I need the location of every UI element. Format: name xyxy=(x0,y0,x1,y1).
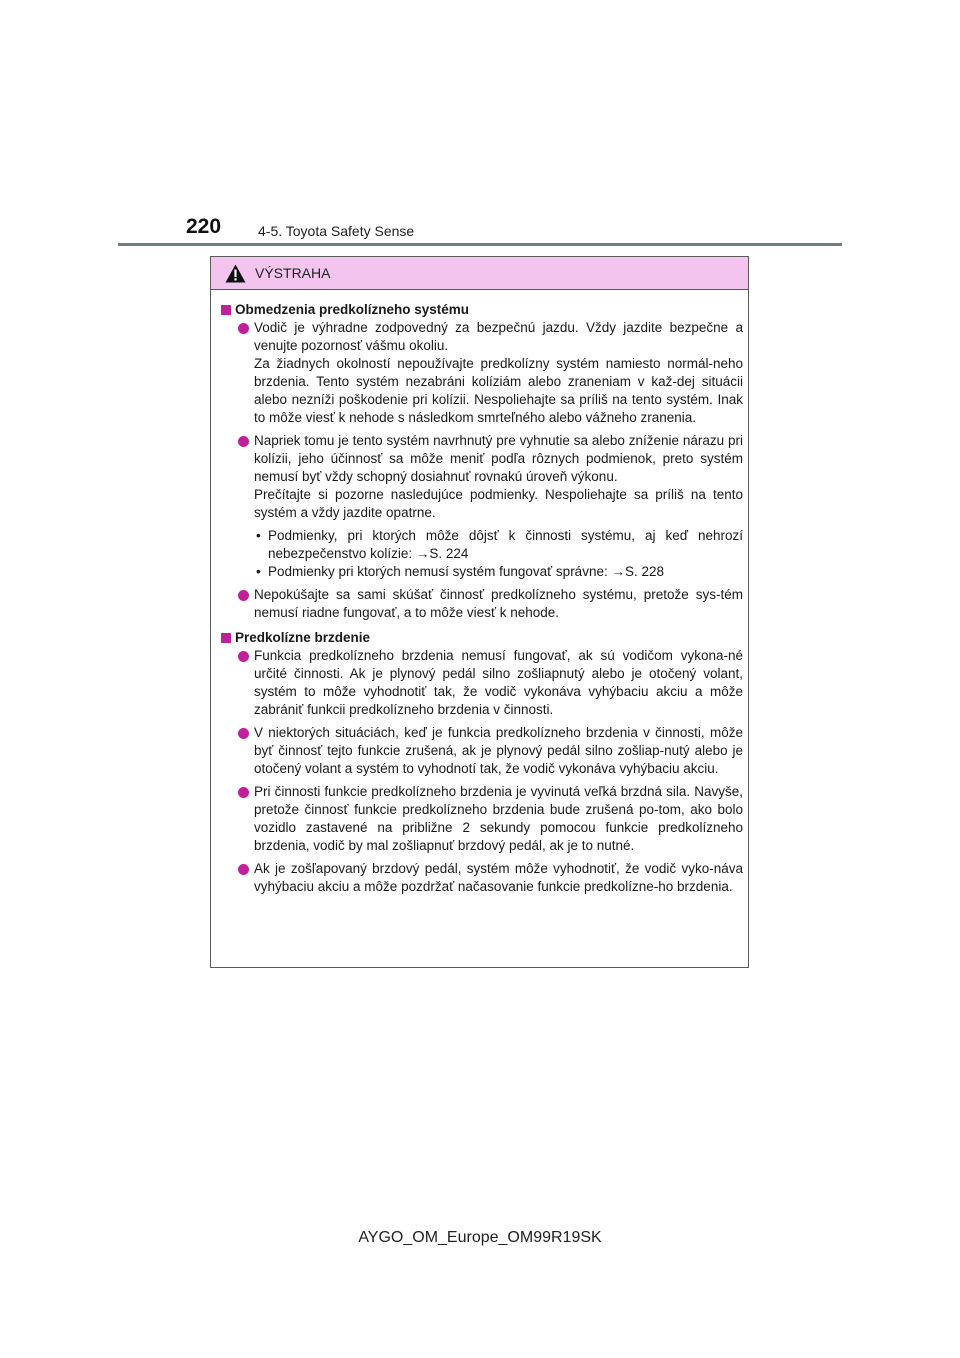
paragraph: Ak je zošľapovaný brzdový pedál, systém môže vyhodnotiť, že vodič vyko-náva vyhýbaciu akciu a môže pozdržať načasovanie funkcie predkolízne-ho brzdenia. xyxy=(254,861,743,894)
header-rule xyxy=(118,243,842,246)
list-item xyxy=(221,783,743,855)
square-bullet-icon xyxy=(221,633,231,643)
list-item xyxy=(221,647,743,719)
paragraph: Pri činnosti funkcie predkolízneho brzdenia je vyvinutá veľká brzdná sila. Navyše, pretože činnosť funkcie predkolízneho brzdenia bude zrušená po-tom, ako bolo vozidlo zastavené na približne 2 sekundy pomocou funkcie predkolízneho brzdenia, vodič by mal zošliapnuť brzdový pedál, ak je to nutné. xyxy=(254,784,743,853)
circle-bullet-icon xyxy=(238,787,249,798)
section-heading-text: Predkolízne brzdenie xyxy=(235,630,371,645)
section-heading xyxy=(221,629,743,647)
warning-header xyxy=(211,257,748,290)
list-item xyxy=(221,432,743,581)
sub-list-item xyxy=(254,527,743,563)
paragraph: Vodič je výhradne zodpovedný za bezpečnú jazdu. Vždy jazdite bezpečne a venujte pozornosť vášmu okoliu. xyxy=(254,320,743,353)
paragraph: Prečítajte si pozorne nasledujúce podmienky. Nespoliehajte sa príliš na tento systém a vždy jazdite opatrne. xyxy=(254,487,743,520)
dot-bullet-icon: • xyxy=(256,528,261,543)
paragraph: Nepokúšajte sa sami skúšať činnosť predkolízneho systému, pretože sys-tém nemusí riadne fungovať, a to môže viesť k nehode. xyxy=(254,587,743,620)
warning-content xyxy=(221,301,743,901)
warning-box xyxy=(210,256,749,968)
warning-list xyxy=(221,319,743,622)
list-item xyxy=(221,860,743,896)
square-bullet-icon xyxy=(221,305,231,315)
dot-bullet-icon: • xyxy=(256,564,261,579)
sub-list-text: Podmienky pri ktorých nemusí systém fungovať správne: →S. 228 xyxy=(268,564,664,579)
section-heading-text: Obmedzenia predkolízneho systému xyxy=(235,302,470,317)
list-item xyxy=(221,319,743,427)
paragraph: Funkcia predkolízneho brzdenia nemusí fungovať, ak sú vodičom vykona-né určité činnosti. Ak je plynový pedál silno zošliapnutý alebo je otočený volant, systém to môže vyhodnotiť tak, že vodič vykonáva vyhýbaciu akciu a môže zabrániť funkcii predkolízneho brzdenia v činnosti. xyxy=(254,648,743,717)
sub-list xyxy=(254,527,743,581)
paragraph: Napriek tomu je tento systém navrhnutý pre vyhnutie sa alebo zníženie nárazu pri kolízii, jeho účinnosť sa môže meniť podľa rôznych podmienok, preto systém nemusí byť vždy schopný dosiahnuť rovnakú úroveň výkonu. xyxy=(254,433,743,484)
document-footer: AYGO_OM_Europe_OM99R19SK xyxy=(358,1229,602,1246)
list-item xyxy=(221,586,743,622)
section-heading xyxy=(221,301,743,319)
circle-bullet-icon xyxy=(238,864,249,875)
section-title: 4-5. Toyota Safety Sense xyxy=(258,223,415,239)
page-number: 220 xyxy=(186,215,222,238)
warning-list xyxy=(221,647,743,896)
list-item xyxy=(221,724,743,778)
warning-triangle-icon xyxy=(225,264,246,283)
paragraph: V niektorých situáciách, keď je funkcia predkolízneho brzdenia v činnosti, môže byť činnosť tejto funkcie zrušená, ak je plynový pedál silno zošliap-nutý alebo je otočený volant a systém to vyhodnotí tak, že vodič vykonáva vyhýbaciu akciu. xyxy=(254,725,743,776)
circle-bullet-icon xyxy=(238,323,249,334)
sub-list-text: Podmienky, pri ktorých môže dôjsť k činnosti systému, aj keď nehrozí nebezpečenstvo kolízie: →S. 224 xyxy=(268,528,743,561)
circle-bullet-icon xyxy=(238,651,249,662)
circle-bullet-icon xyxy=(238,590,249,601)
sub-list-item xyxy=(254,563,743,581)
circle-bullet-icon xyxy=(238,728,249,739)
paragraph: Za žiadnych okolností nepoužívajte predkolízny systém namiesto normál-neho brzdenia. Tento systém nezabráni kolíziám alebo zraneniam v kaž-dej situácii alebo nezníži poškodenie pri kolízii. Nespoliehajte sa príliš na tento systém. Inak to môže viesť k nehode s následkom smrteľného alebo vážneho zranenia. xyxy=(254,356,743,425)
warning-title: VÝSTRAHA xyxy=(255,265,331,281)
circle-bullet-icon xyxy=(238,436,249,447)
